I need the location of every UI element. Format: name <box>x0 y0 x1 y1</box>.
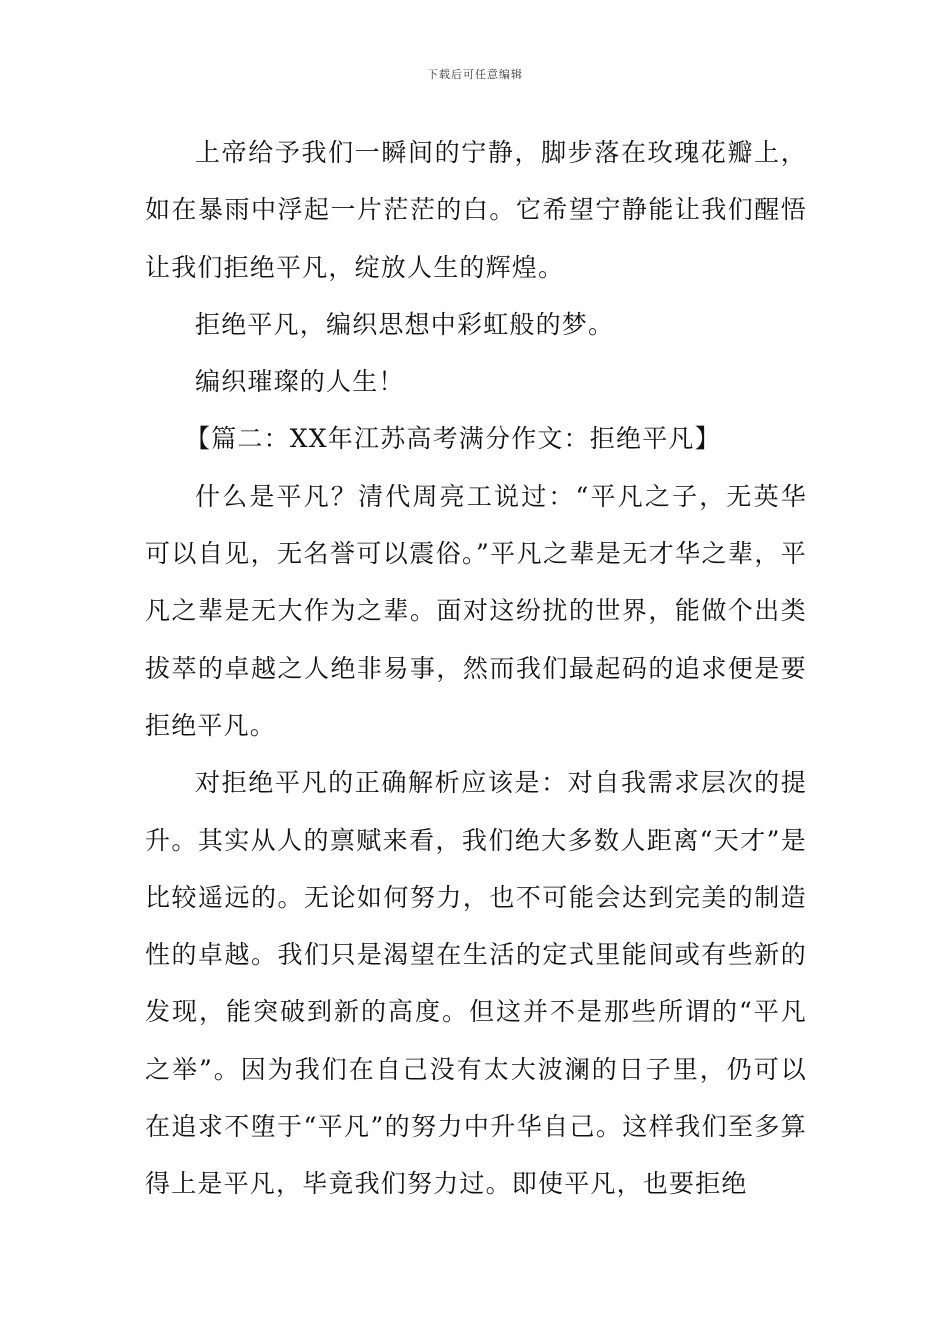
paragraph-2: 拒绝平凡，编织思想中彩虹般的梦。 <box>195 309 615 339</box>
paragraph-4: 什么是平凡？清代周亮工说过：“平凡之子，无英华可以自见，无名誉可以震俗。”平凡之辈是无才华之辈，平凡之辈是无大作为之辈。面对这纷扰的世界，能做个出类拔萃的卓越之人绝非易事，然而我们最起码的追求便是要拒绝平凡。 <box>145 481 807 740</box>
paragraph-5: 对拒绝平凡的正确解析应该是：对自我需求层次的提升。其实从人的禀赋来看，我们绝大多数人距离“天才”是比较遥远的。无论如何努力，也不可能会达到完美的制造性的卓越。我们只是渴望在生活的定式里能间或有些新的发现，能突破到新的高度。但这并不是那些所谓的“平凡之举”。因为我们在自己没有太大波澜的日子里，仍可以在追求不堕于“平凡”的努力中升华自己。这样我们至多算得上是平凡，毕竟我们努力过。即使平凡，也要拒绝 <box>145 768 807 1199</box>
paragraph-1: 上帝给予我们一瞬间的宁静，脚步落在玫瑰花瓣上，如在暴雨中浮起一片茫茫的白。它希望宁静能让我们醒悟让我们拒绝平凡，绽放人生的辉煌。 <box>145 138 807 282</box>
document-body <box>145 124 807 1213</box>
section-heading: 【篇二：XX年江苏高考满分作文：拒绝平凡】 <box>185 424 721 454</box>
header-note: 下载后可任意编辑 <box>427 68 523 81</box>
paragraph-3: 编织璀璨的人生！ <box>195 367 405 397</box>
